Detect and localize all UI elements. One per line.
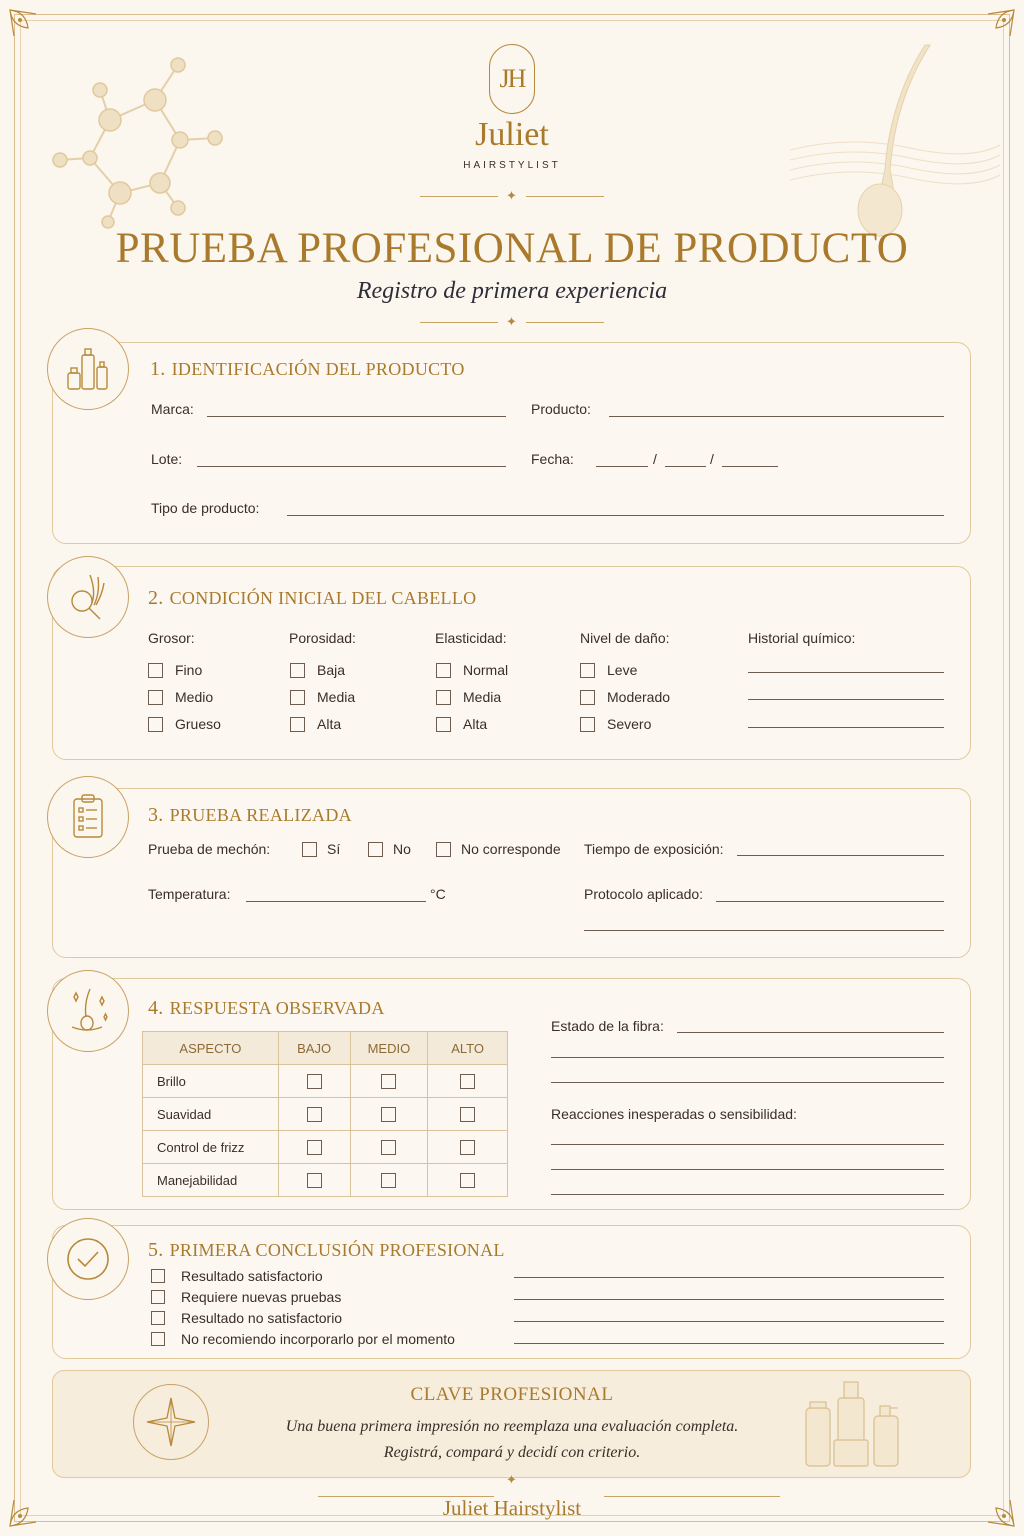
conclusion-not-recommend-checkbox[interactable] <box>151 1332 165 1346</box>
damage-mild-label: Leve <box>607 662 638 678</box>
lot-field[interactable] <box>197 466 506 467</box>
corner-ornament-icon <box>6 6 46 46</box>
damage-label: Nivel de daño: <box>580 630 670 646</box>
damage-moderate-label: Moderado <box>607 689 671 705</box>
conclusion-unsatisfactory-checkbox[interactable] <box>151 1311 165 1325</box>
section-2-title <box>148 587 476 610</box>
shine-medium-checkbox[interactable] <box>381 1074 396 1089</box>
section-3-number: 3. <box>148 804 164 826</box>
fiber-state-field[interactable] <box>677 1032 944 1033</box>
manageability-low-checkbox[interactable] <box>307 1173 322 1188</box>
thickness-label: Grosor: <box>148 630 195 646</box>
damage-mild-checkbox[interactable] <box>580 663 595 678</box>
conclusion-more-tests-checkbox[interactable] <box>151 1290 165 1304</box>
section-3-title <box>148 804 352 827</box>
ornament-diamond-icon: ✦ <box>506 314 517 329</box>
elasticity-high-label: Alta <box>463 716 488 732</box>
temperature-field[interactable] <box>246 901 426 902</box>
damage-severe-label: Severo <box>607 716 652 732</box>
molecule-decoration-icon <box>40 50 230 240</box>
frizz-low-checkbox[interactable] <box>307 1140 322 1155</box>
softness-low-checkbox[interactable] <box>307 1107 322 1122</box>
hair-sparkle-icon <box>47 970 129 1052</box>
exposure-time-label: Tiempo de exposición: <box>584 841 724 857</box>
col-aspect-header: ASPECTO <box>143 1032 279 1065</box>
key-title: CLAVE PROFESIONAL <box>410 1384 614 1405</box>
conclusion-not-recommend-label: No recomiendo incorporarlo por el momento <box>181 1331 455 1347</box>
product-bottles-decoration-icon <box>800 1378 910 1470</box>
row-label-manageability: Manejabilidad <box>143 1164 279 1197</box>
chemical-history-field-1[interactable] <box>748 672 944 673</box>
checkmark-circle-icon <box>47 1218 129 1300</box>
page-title: PRUEBA PROFESIONAL DE PRODUCTO <box>115 225 909 272</box>
temperature-label: Temperatura: <box>148 886 231 902</box>
strand-test-no-checkbox[interactable] <box>368 842 383 857</box>
section-5-number: 5. <box>148 1239 164 1261</box>
section-4-title <box>148 997 385 1020</box>
product-label: Producto: <box>531 401 591 417</box>
conclusion-more-tests-label: Requiere nuevas pruebas <box>181 1289 342 1305</box>
elasticity-medium-checkbox[interactable] <box>436 690 451 705</box>
conclusion-notes-field-1[interactable] <box>514 1277 944 1278</box>
row-label-softness: Suavidad <box>143 1098 279 1131</box>
chemical-history-field-3[interactable] <box>748 727 944 728</box>
ornament-diamond-icon: ✦ <box>506 1472 517 1487</box>
date-label: Fecha: <box>531 451 574 467</box>
chemical-history-label: Historial químico: <box>748 630 856 646</box>
frizz-high-checkbox[interactable] <box>460 1140 475 1155</box>
thickness-thick-label: Grueso <box>175 716 221 732</box>
table-row <box>143 1065 508 1098</box>
porosity-medium-checkbox[interactable] <box>290 690 305 705</box>
date-month-field[interactable] <box>665 466 706 467</box>
strand-test-na-label: No corresponde <box>461 841 561 857</box>
conclusion-notes-field-3[interactable] <box>514 1321 944 1322</box>
strand-test-label: Prueba de mechón: <box>148 841 271 857</box>
shine-low-checkbox[interactable] <box>307 1074 322 1089</box>
subtitle-divider-left <box>420 322 498 323</box>
key-line-1: Una buena primera impresión no reemplaza una evaluación completa. <box>285 1418 739 1435</box>
product-type-field[interactable] <box>287 515 944 516</box>
conclusion-notes-field-2[interactable] <box>514 1299 944 1300</box>
reactions-field-1[interactable] <box>551 1144 944 1145</box>
date-separator: / <box>653 451 657 467</box>
strand-test-yes-checkbox[interactable] <box>302 842 317 857</box>
reactions-field-3[interactable] <box>551 1194 944 1195</box>
protocol-field-2[interactable] <box>584 930 944 931</box>
fiber-state-field-3[interactable] <box>551 1082 944 1083</box>
frizz-medium-checkbox[interactable] <box>381 1140 396 1155</box>
clipboard-icon <box>47 776 129 858</box>
date-separator: / <box>710 451 714 467</box>
temperature-unit: °C <box>430 886 446 902</box>
porosity-low-label: Baja <box>317 662 346 678</box>
elasticity-medium-label: Media <box>463 689 502 705</box>
thickness-fine-checkbox[interactable] <box>148 663 163 678</box>
conclusion-satisfactory-checkbox[interactable] <box>151 1269 165 1283</box>
table-row <box>143 1131 508 1164</box>
manageability-high-checkbox[interactable] <box>460 1173 475 1188</box>
strand-test-na-checkbox[interactable] <box>436 842 451 857</box>
damage-moderate-checkbox[interactable] <box>580 690 595 705</box>
porosity-low-checkbox[interactable] <box>290 663 305 678</box>
damage-severe-checkbox[interactable] <box>580 717 595 732</box>
porosity-label: Porosidad: <box>289 630 356 646</box>
reactions-field-2[interactable] <box>551 1169 944 1170</box>
brand-subtitle: HAIRSTYLIST <box>463 160 561 171</box>
thickness-medium-checkbox[interactable] <box>148 690 163 705</box>
page-subtitle: Registro de primera experiencia <box>356 278 668 304</box>
section-2-title-text: CONDICIÓN INICIAL DEL CABELLO <box>169 588 477 608</box>
reactions-label: Reacciones inesperadas o sensibilidad: <box>551 1106 797 1122</box>
table-row <box>143 1164 508 1197</box>
strand-test-yes-label: Sí <box>327 841 341 857</box>
section-3-title-text: PRUEBA REALIZADA <box>169 805 352 825</box>
fiber-state-field-2[interactable] <box>551 1057 944 1058</box>
section-1-title <box>150 358 465 381</box>
section-4-number: 4. <box>148 997 164 1019</box>
date-day-field[interactable] <box>596 466 648 467</box>
magnifier-hair-icon <box>47 556 129 638</box>
row-label-frizz-control: Control de frizz <box>143 1131 279 1164</box>
date-year-field[interactable] <box>722 466 778 467</box>
chemical-history-field-2[interactable] <box>748 699 944 700</box>
brand-field[interactable] <box>207 416 506 417</box>
thickness-thick-checkbox[interactable] <box>148 717 163 732</box>
response-table <box>142 1031 508 1197</box>
fiber-state-label: Estado de la fibra: <box>551 1018 664 1034</box>
section-4-title-text: RESPUESTA OBSERVADA <box>169 998 385 1018</box>
logo-monogram: JH <box>489 44 535 114</box>
row-label-shine: Brillo <box>143 1065 279 1098</box>
protocol-field[interactable] <box>716 901 944 902</box>
product-bottles-icon <box>47 328 129 410</box>
thickness-fine-label: Fino <box>175 662 203 678</box>
elasticity-high-checkbox[interactable] <box>436 717 451 732</box>
conclusion-notes-field-4[interactable] <box>514 1343 944 1344</box>
porosity-medium-label: Media <box>317 689 356 705</box>
footer-brand: Juliet Hairstylist <box>442 1496 582 1520</box>
softness-high-checkbox[interactable] <box>460 1107 475 1122</box>
elasticity-label: Elasticidad: <box>435 630 507 646</box>
ornament-diamond-icon: ✦ <box>506 188 517 203</box>
col-low-header: BAJO <box>278 1032 350 1065</box>
porosity-high-checkbox[interactable] <box>290 717 305 732</box>
softness-medium-checkbox[interactable] <box>381 1107 396 1122</box>
brand-name: Juliet <box>475 116 549 153</box>
product-type-label: Tipo de producto: <box>151 500 260 516</box>
product-field[interactable] <box>609 416 944 417</box>
section-2-number: 2. <box>148 587 164 609</box>
lot-label: Lote: <box>151 451 183 467</box>
brand-label: Marca: <box>151 401 194 417</box>
col-medium-header: MEDIO <box>350 1032 428 1065</box>
key-line-2: Registrá, compará y decidí con criterio. <box>383 1444 641 1461</box>
elasticity-normal-checkbox[interactable] <box>436 663 451 678</box>
subtitle-divider-right <box>526 322 604 323</box>
conclusion-unsatisfactory-label: Resultado no satisfactorio <box>181 1310 343 1326</box>
thickness-medium-label: Medio <box>175 689 214 705</box>
shine-high-checkbox[interactable] <box>460 1074 475 1089</box>
col-high-header: ALTO <box>428 1032 508 1065</box>
header-divider-right <box>526 196 604 197</box>
section-5-title-text: PRIMERA CONCLUSIÓN PROFESIONAL <box>169 1240 505 1260</box>
response-table-header <box>143 1032 508 1065</box>
section-5-title <box>148 1239 505 1262</box>
table-row <box>143 1098 508 1131</box>
elasticity-normal-label: Normal <box>463 662 509 678</box>
protocol-label: Protocolo aplicado: <box>584 886 704 902</box>
manageability-medium-checkbox[interactable] <box>381 1173 396 1188</box>
section-1-number: 1. <box>150 358 166 380</box>
conclusion-satisfactory-label: Resultado satisfactorio <box>181 1268 323 1284</box>
section-1-title-text: IDENTIFICACIÓN DEL PRODUCTO <box>171 359 465 379</box>
header-divider-left <box>420 196 498 197</box>
porosity-high-label: Alta <box>317 716 342 732</box>
strand-test-no-label: No <box>393 841 411 857</box>
exposure-time-field[interactable] <box>737 855 944 856</box>
